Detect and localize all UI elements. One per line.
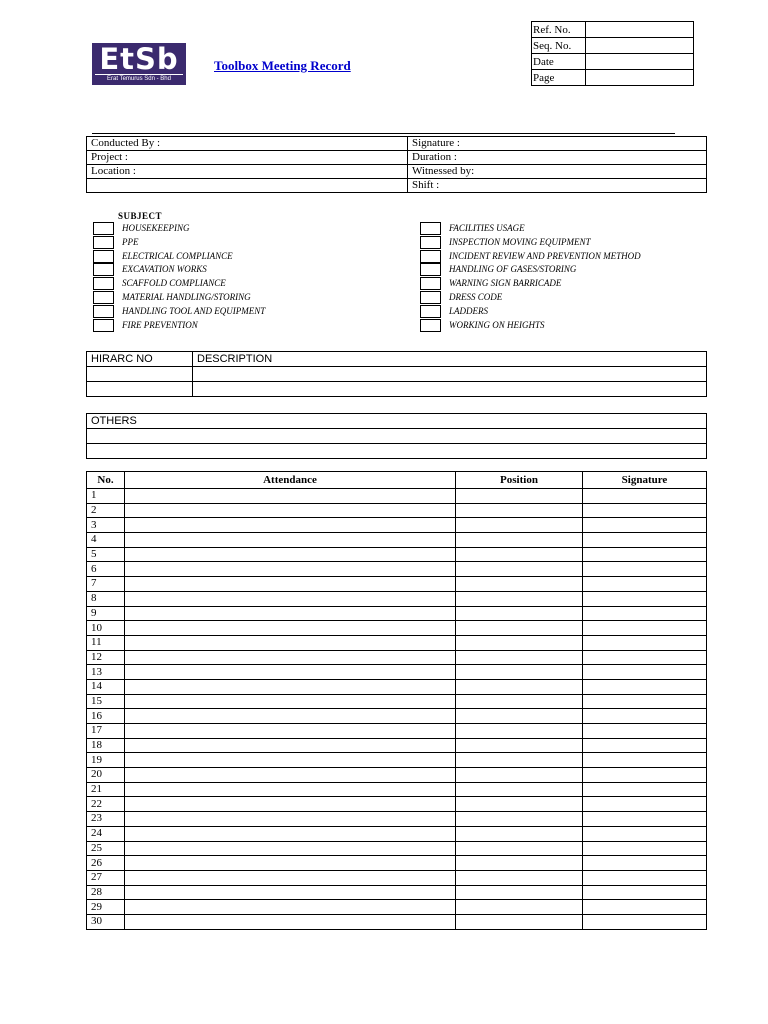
signature-field[interactable]	[583, 591, 707, 606]
reference-table	[531, 21, 694, 86]
position-field[interactable]	[456, 768, 583, 783]
position-field[interactable]	[456, 709, 583, 724]
signature-field[interactable]	[583, 900, 707, 915]
position-field[interactable]	[456, 679, 583, 694]
subject-item	[420, 305, 710, 319]
others-field[interactable]	[87, 444, 707, 459]
row-number: 29	[87, 900, 125, 915]
position-field[interactable]	[456, 665, 583, 680]
subject-checkbox[interactable]	[93, 222, 114, 235]
subject-item	[93, 305, 393, 319]
attendance-name-field[interactable]	[125, 562, 456, 577]
attendance-name-field[interactable]	[125, 812, 456, 827]
subject-label: WORKING ON HEIGHTS	[449, 319, 545, 330]
meeting-info-table	[86, 136, 707, 193]
subject-label: LADDERS	[449, 305, 488, 316]
position-field[interactable]	[456, 635, 583, 650]
subject-item	[420, 263, 710, 277]
attendance-row	[87, 577, 707, 592]
subject-checkbox[interactable]	[420, 250, 441, 263]
position-field[interactable]	[456, 533, 583, 548]
others-label: OTHERS	[87, 414, 707, 429]
position-column-header: Position	[456, 472, 583, 489]
attendance-name-field[interactable]	[125, 591, 456, 606]
position-field[interactable]	[456, 724, 583, 739]
attendance-name-field[interactable]	[125, 650, 456, 665]
subject-item	[420, 291, 710, 305]
ref-row	[532, 70, 694, 86]
attendance-row	[87, 694, 707, 709]
row-number: 8	[87, 591, 125, 606]
attendance-row	[87, 753, 707, 768]
attendance-name-field[interactable]	[125, 885, 456, 900]
row-number: 21	[87, 782, 125, 797]
attendance-row	[87, 738, 707, 753]
signature-field[interactable]	[583, 665, 707, 680]
ref-row	[532, 38, 694, 54]
attendance-row	[87, 591, 707, 606]
signature-field[interactable]	[583, 694, 707, 709]
others-field[interactable]	[87, 429, 707, 444]
ref-label: Page	[532, 70, 586, 86]
signature-field[interactable]	[583, 635, 707, 650]
hirarc-header-row	[87, 352, 707, 367]
no-column-header: No.	[87, 472, 125, 489]
row-number: 5	[87, 547, 125, 562]
row-number: 18	[87, 738, 125, 753]
position-field[interactable]	[456, 694, 583, 709]
row-number: 15	[87, 694, 125, 709]
position-field[interactable]	[456, 900, 583, 915]
attendance-name-field[interactable]	[125, 797, 456, 812]
description-header: DESCRIPTION	[193, 352, 707, 367]
subject-label: FACILITIES USAGE	[449, 223, 525, 233]
row-number: 19	[87, 753, 125, 768]
row-number: 22	[87, 797, 125, 812]
attendance-row	[87, 562, 707, 577]
attendance-row	[87, 621, 707, 636]
signature-field[interactable]	[583, 621, 707, 636]
header-divider	[92, 133, 675, 134]
position-field[interactable]	[456, 577, 583, 592]
description-field[interactable]	[193, 382, 707, 397]
attendance-table	[86, 471, 707, 930]
subject-item	[420, 236, 710, 250]
position-field[interactable]	[456, 812, 583, 827]
hirarc-no-header: HIRARC NO	[87, 352, 193, 367]
ref-value-field[interactable]	[586, 38, 694, 54]
attendance-column-header: Attendance	[125, 472, 456, 489]
attendance-name-field[interactable]	[125, 782, 456, 797]
subject-checkbox[interactable]	[420, 236, 441, 249]
subject-label: INCIDENT REVIEW AND PREVENTION METHOD	[449, 250, 641, 261]
row-number: 3	[87, 518, 125, 533]
signature-field[interactable]	[583, 650, 707, 665]
ref-label: Ref. No.	[532, 22, 586, 38]
position-field[interactable]	[456, 738, 583, 753]
row-number: 12	[87, 650, 125, 665]
row-number: 28	[87, 885, 125, 900]
row-number: 24	[87, 826, 125, 841]
attendance-name-field[interactable]	[125, 679, 456, 694]
row-number: 2	[87, 503, 125, 518]
subject-item	[420, 250, 710, 264]
attendance-row	[87, 841, 707, 856]
attendance-name-field[interactable]	[125, 724, 456, 739]
signature-field[interactable]	[583, 826, 707, 841]
attendance-row	[87, 547, 707, 562]
subject-item	[93, 222, 393, 236]
position-field[interactable]	[456, 870, 583, 885]
position-field[interactable]	[456, 591, 583, 606]
position-field[interactable]	[456, 856, 583, 871]
attendance-name-field[interactable]	[125, 489, 456, 504]
signature-field[interactable]	[583, 812, 707, 827]
subject-checkbox[interactable]	[420, 277, 441, 290]
subject-checkbox[interactable]	[93, 319, 114, 332]
attendance-row	[87, 768, 707, 783]
hirarc-no-field[interactable]	[87, 367, 193, 382]
row-number: 7	[87, 577, 125, 592]
signature-field[interactable]	[583, 841, 707, 856]
others-row	[87, 429, 707, 444]
position-field[interactable]	[456, 621, 583, 636]
attendance-name-field[interactable]	[125, 635, 456, 650]
attendance-name-field[interactable]	[125, 856, 456, 871]
row-number: 1	[87, 489, 125, 504]
subject-checkbox[interactable]	[93, 305, 114, 318]
position-field[interactable]	[456, 914, 583, 929]
subject-label: FIRE PREVENTION	[122, 319, 198, 330]
attendance-row	[87, 533, 707, 548]
ref-value-field[interactable]	[586, 54, 694, 70]
attendance-row	[87, 797, 707, 812]
subject-checkbox[interactable]	[420, 291, 441, 304]
attendance-header-row	[87, 472, 707, 489]
subject-label: DRESS CODE	[449, 291, 503, 302]
company-logo	[92, 43, 186, 85]
attendance-name-field[interactable]	[125, 826, 456, 841]
subject-label: WARNING SIGN BARRICADE	[449, 278, 562, 289]
row-number: 30	[87, 914, 125, 929]
ref-label: Date	[532, 54, 586, 70]
attendance-row	[87, 885, 707, 900]
subject-item	[93, 319, 393, 333]
ref-value-field[interactable]	[586, 70, 694, 86]
subject-list-right	[420, 222, 710, 332]
subject-item	[420, 319, 710, 333]
attendance-row	[87, 606, 707, 621]
document-title: Toolbox Meeting Record	[214, 58, 351, 73]
duration-field[interactable]: Duration :	[408, 151, 707, 165]
signature-field[interactable]	[583, 709, 707, 724]
signature-field[interactable]: Signature :	[408, 137, 707, 151]
signature-field[interactable]	[583, 724, 707, 739]
position-field[interactable]	[456, 782, 583, 797]
hirarc-no-field[interactable]	[87, 382, 193, 397]
attendance-row	[87, 635, 707, 650]
subject-heading: SUBJECT	[118, 211, 163, 221]
attendance-name-field[interactable]	[125, 694, 456, 709]
info-row	[87, 165, 707, 179]
row-number: 16	[87, 709, 125, 724]
blank-info-cell[interactable]	[87, 179, 408, 193]
position-field[interactable]	[456, 797, 583, 812]
attendance-name-field[interactable]	[125, 768, 456, 783]
position-field[interactable]	[456, 606, 583, 621]
signature-field[interactable]	[583, 768, 707, 783]
signature-field[interactable]	[583, 547, 707, 562]
subject-checkbox[interactable]	[93, 263, 114, 276]
attendance-row	[87, 679, 707, 694]
position-field[interactable]	[456, 826, 583, 841]
subject-label: HANDLING TOOL AND EQUIPMENT	[122, 305, 266, 316]
logo-sub-text: Erat Temurus Sdn - Bhd	[95, 74, 183, 83]
ref-row	[532, 54, 694, 70]
info-row	[87, 137, 707, 151]
info-row	[87, 151, 707, 165]
info-row	[87, 179, 707, 193]
attendance-row	[87, 709, 707, 724]
subject-checkbox[interactable]	[420, 319, 441, 332]
subject-checkbox[interactable]	[420, 263, 441, 276]
row-number: 20	[87, 768, 125, 783]
signature-field[interactable]	[583, 489, 707, 504]
attendance-row	[87, 503, 707, 518]
subject-checkbox[interactable]	[93, 277, 114, 290]
subject-checkbox[interactable]	[420, 222, 441, 235]
signature-field[interactable]	[583, 870, 707, 885]
shift-field[interactable]: Shift :	[408, 179, 707, 193]
subject-item	[420, 222, 710, 236]
attendance-name-field[interactable]	[125, 533, 456, 548]
signature-field[interactable]	[583, 885, 707, 900]
row-number: 27	[87, 870, 125, 885]
row-number: 11	[87, 635, 125, 650]
ref-value-field[interactable]	[586, 22, 694, 38]
ref-row	[532, 22, 694, 38]
project-field[interactable]: Project :	[87, 151, 408, 165]
others-header-row	[87, 414, 707, 429]
subject-item	[93, 236, 393, 250]
attendance-name-field[interactable]	[125, 914, 456, 929]
hirarc-row	[87, 367, 707, 382]
attendance-row	[87, 650, 707, 665]
signature-field[interactable]	[583, 797, 707, 812]
signature-field[interactable]	[583, 562, 707, 577]
row-number: 17	[87, 724, 125, 739]
subject-label: HOUSEKEEPING	[122, 223, 190, 233]
attendance-name-field[interactable]	[125, 753, 456, 768]
position-field[interactable]	[456, 518, 583, 533]
subject-label: HANDLING OF GASES/STORING	[449, 264, 577, 275]
location-field[interactable]: Location :	[87, 165, 408, 179]
row-number: 10	[87, 621, 125, 636]
signature-field[interactable]	[583, 679, 707, 694]
signature-field[interactable]	[583, 856, 707, 871]
attendance-row	[87, 724, 707, 739]
attendance-name-field[interactable]	[125, 518, 456, 533]
position-field[interactable]	[456, 885, 583, 900]
attendance-row	[87, 914, 707, 929]
signature-field[interactable]	[583, 753, 707, 768]
attendance-row	[87, 826, 707, 841]
others-table	[86, 413, 707, 459]
subject-checkbox[interactable]	[420, 305, 441, 318]
signature-field[interactable]	[583, 606, 707, 621]
signature-field[interactable]	[583, 738, 707, 753]
attendance-row	[87, 665, 707, 680]
row-number: 14	[87, 679, 125, 694]
subject-item	[93, 277, 393, 291]
position-field[interactable]	[456, 841, 583, 856]
conducted-by-field[interactable]: Conducted By :	[87, 137, 408, 151]
signature-field[interactable]	[583, 503, 707, 518]
attendance-row	[87, 518, 707, 533]
subject-checkbox[interactable]	[93, 236, 114, 249]
subject-label: ELECTRICAL COMPLIANCE	[122, 250, 233, 261]
attendance-name-field[interactable]	[125, 900, 456, 915]
attendance-row	[87, 900, 707, 915]
attendance-row	[87, 856, 707, 871]
row-number: 13	[87, 665, 125, 680]
attendance-row	[87, 812, 707, 827]
hirarc-row	[87, 382, 707, 397]
subject-label: EXCAVATION WORKS	[122, 264, 207, 275]
attendance-name-field[interactable]	[125, 503, 456, 518]
attendance-name-field[interactable]	[125, 621, 456, 636]
subject-label: INSPECTION MOVING EQUIPMENT	[449, 236, 591, 247]
attendance-name-field[interactable]	[125, 841, 456, 856]
subject-item	[93, 263, 393, 277]
attendance-rows	[87, 489, 707, 930]
subject-label: PPE	[122, 236, 139, 247]
signature-field[interactable]	[583, 518, 707, 533]
position-field[interactable]	[456, 547, 583, 562]
row-number: 9	[87, 606, 125, 621]
attendance-name-field[interactable]	[125, 665, 456, 680]
subject-label: MATERIAL HANDLING/STORING	[122, 291, 251, 302]
hirarc-table	[86, 351, 707, 397]
subject-list-left	[93, 222, 393, 332]
position-field[interactable]	[456, 489, 583, 504]
witnessed-by-field[interactable]: Witnessed by:	[408, 165, 707, 179]
row-number: 4	[87, 533, 125, 548]
signature-field[interactable]	[583, 914, 707, 929]
row-number: 26	[87, 856, 125, 871]
subject-item	[93, 291, 393, 305]
row-number: 6	[87, 562, 125, 577]
subject-label: SCAFFOLD COMPLIANCE	[122, 278, 226, 289]
signature-column-header: Signature	[583, 472, 707, 489]
description-field[interactable]	[193, 367, 707, 382]
signature-field[interactable]	[583, 533, 707, 548]
row-number: 23	[87, 812, 125, 827]
position-field[interactable]	[456, 562, 583, 577]
row-number: 25	[87, 841, 125, 856]
others-row	[87, 444, 707, 459]
ref-label: Seq. No.	[532, 38, 586, 54]
position-field[interactable]	[456, 503, 583, 518]
attendance-row	[87, 489, 707, 504]
attendance-name-field[interactable]	[125, 547, 456, 562]
attendance-name-field[interactable]	[125, 870, 456, 885]
attendance-name-field[interactable]	[125, 709, 456, 724]
logo-main-text: EtSb	[99, 42, 179, 76]
attendance-name-field[interactable]	[125, 738, 456, 753]
attendance-name-field[interactable]	[125, 577, 456, 592]
signature-field[interactable]	[583, 577, 707, 592]
position-field[interactable]	[456, 650, 583, 665]
subject-checkbox[interactable]	[93, 250, 114, 263]
subject-checkbox[interactable]	[93, 291, 114, 304]
subject-item	[420, 277, 710, 291]
attendance-name-field[interactable]	[125, 606, 456, 621]
signature-field[interactable]	[583, 782, 707, 797]
attendance-row	[87, 870, 707, 885]
attendance-row	[87, 782, 707, 797]
position-field[interactable]	[456, 753, 583, 768]
subject-item	[93, 250, 393, 264]
